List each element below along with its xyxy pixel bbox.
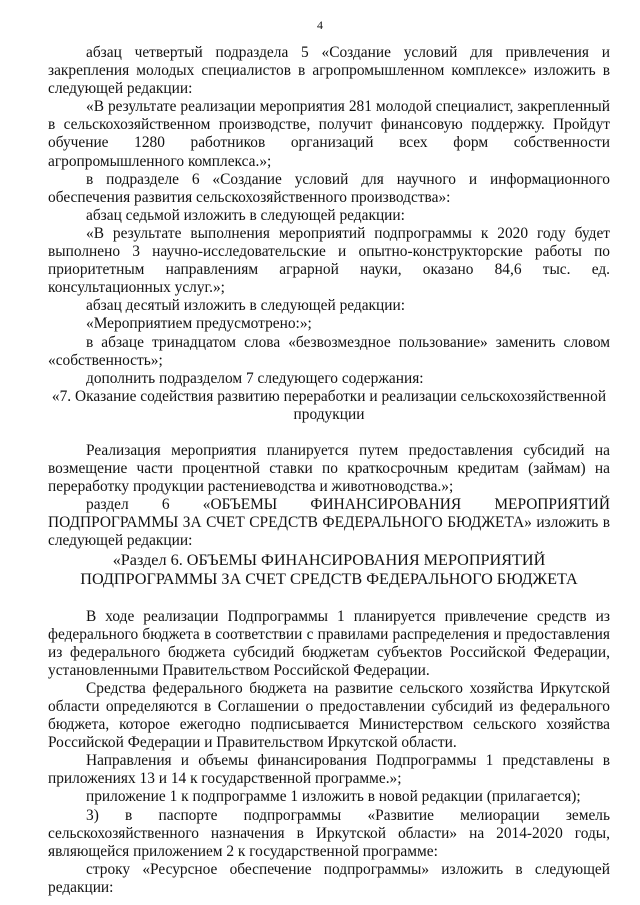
subsection-7-paragraph: Реализация мероприятия планируется путем предоставления субсидий на возмещение части процентной ставки по краткосрочным кредитам (займам) на переработку продукции растениеводства и животноводства.»; bbox=[48, 441, 610, 496]
paragraph: Направления и объемы финансирования Подпрограммы 1 представлены в приложениях 13 и 14 к государственной программе.»; bbox=[48, 752, 610, 788]
paragraph: дополнить подразделом 7 следующего содержания: bbox=[86, 369, 424, 387]
paragraph: «Мероприятием предусмотрено:»; bbox=[86, 315, 312, 333]
paragraph: абзац десятый изложить в следующей редакции: bbox=[86, 297, 406, 315]
document-body bbox=[48, 44, 610, 897]
subsection-7-title: «7. Оказание содействия развитию переработки и реализации сельскохозяйственной продукции bbox=[51, 387, 607, 423]
section-6-intro: раздел 6 «ОБЪЕМЫ ФИНАНСИРОВАНИЯ МЕРОПРИЯТИЙ ПОДПРОГРАММЫ ЗА СЧЕТ СРЕДСТВ ФЕДЕРАЛЬНОГО БЮДЖЕТА» изложить в следующей редакции: bbox=[48, 496, 610, 550]
paragraph: Средства федерального бюджета на развитие сельского хозяйства Иркутской области определяются в Соглашении о предоставлении субсидий из федерального бюджета, которое ежегодно подписывается Министерством сельского хозяйства Российской Федерации и Правительством Иркутской области. bbox=[48, 679, 610, 752]
paragraph: «В результате реализации мероприятия 281 молодой специалист, закрепленный в сельскохозяйственном производстве, получит финансовую поддержку. Пройдут обучение 1280 работников организаций всех форм собственности агропромышленного комплекса.»; bbox=[48, 98, 610, 170]
paragraph: «В результате выполнения мероприятий подпрограммы к 2020 году будет выполнено 3 научно-исследовательские и опытно-конструкторские работы по приоритетным направлениям аграрной науки, оказано 84,6 тыс. ед. консультационных услуг.»; bbox=[48, 224, 610, 297]
spacer bbox=[48, 590, 610, 608]
spacer bbox=[48, 424, 610, 442]
page-number: 4 bbox=[317, 18, 323, 32]
paragraph: в абзаце тринадцатом слова «безвозмездное пользование» заменить словом «собственность»; bbox=[48, 333, 610, 369]
paragraph: В ходе реализации Подпрограммы 1 планируется привлечение средств из федерального бюджета в соответствии с правилами распределения и предоставления из федерального бюджета субсидий бюджетам субъектов Российской Федерации, установленными Правительством Российской Федерации. bbox=[48, 607, 610, 679]
paragraph: строку «Ресурсное обеспечение подпрограммы» изложить в следующей редакции: bbox=[48, 860, 610, 896]
section-6-heading: «Раздел 6. ОБЪЕМЫ ФИНАНСИРОВАНИЯ МЕРОПРИЯТИЙ ПОДПРОГРАММЫ ЗА СЧЕТ СРЕДСТВ ФЕДЕРАЛЬНОГО БЮДЖЕТА bbox=[80, 550, 578, 589]
paragraph: абзац седьмой изложить в следующей редакции: bbox=[86, 206, 405, 224]
paragraph: в подразделе 6 «Создание условий для научного и информационного обеспечения развития сельскохозяйственного производства»: bbox=[48, 170, 610, 206]
paragraph: абзац четвертый подраздела 5 «Создание условий для привлечения и закрепления молодых специалистов в агропромышленном комплексе» изложить в следующей редакции: bbox=[48, 44, 610, 98]
paragraph: 3) в паспорте подпрограммы «Развитие мелиорации земель сельскохозяйственного назначения в Иркутской области» на 2014-2020 годы, являющейся приложением 2 к государственной программе: bbox=[48, 806, 610, 860]
paragraph: приложение 1 к подпрограмме 1 изложить в новой редакции (прилагается); bbox=[86, 788, 581, 806]
